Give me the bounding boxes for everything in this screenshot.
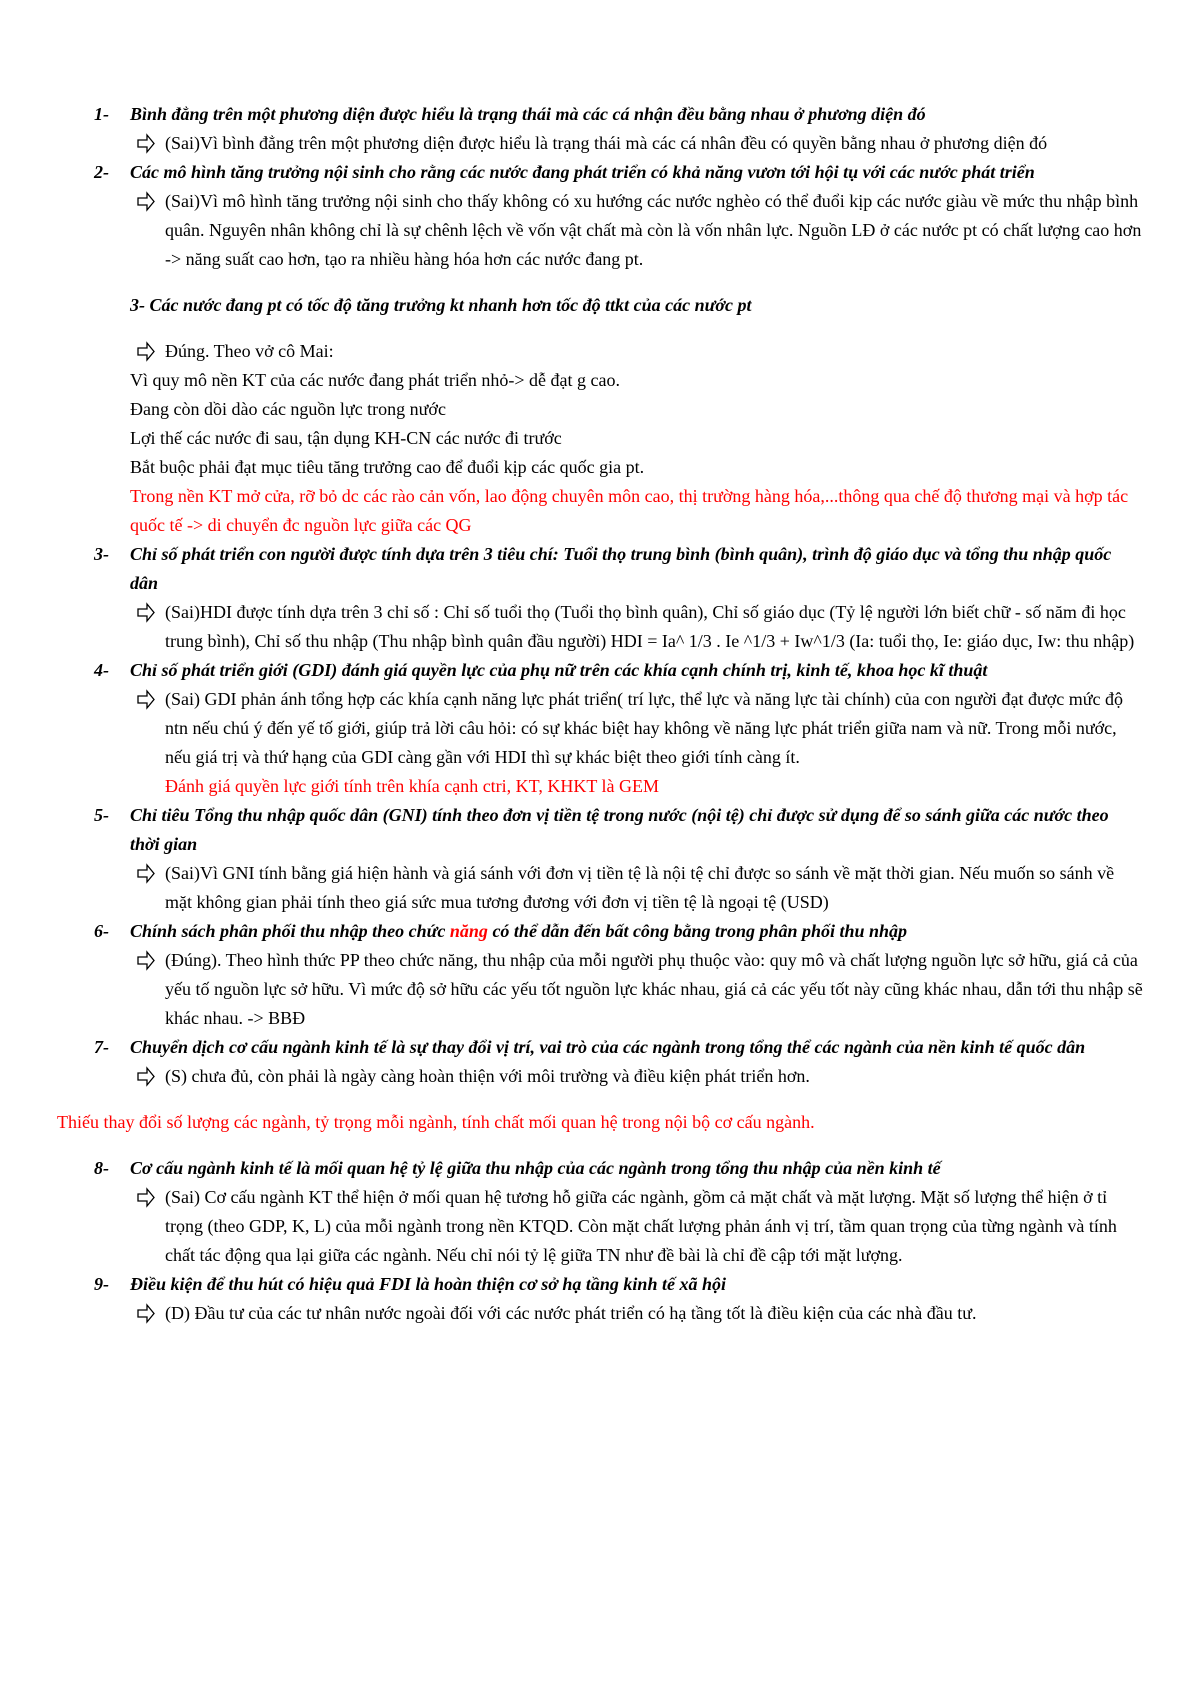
question-text: Bình đẳng trên một phương diện được hiểu là trạng thái mà các cá nhận đều bằng nhau ở phương diện đó bbox=[130, 104, 926, 124]
question-text-highlight: năng bbox=[449, 921, 488, 941]
arrow-right-icon bbox=[135, 187, 157, 216]
answer-text: (Sai)HDI được tính dựa trên 3 chỉ số : Chỉ số tuổi thọ (Tuổi thọ bình quân), Chỉ số giáo dục (Tỷ lệ người lớn biết chữ - số năm đi học trung bình), Chỉ số thu nhập (Thu nhập bình quân đầu người) HDI = Ia^ 1/3 . Ie ^1/3 + Iw^1/3 (Ia: tuổi thọ, Ie: giáo dục, Iw: thu nhập) bbox=[165, 602, 1135, 651]
spacer bbox=[0, 1137, 1200, 1154]
document-content bbox=[0, 100, 1200, 1328]
note-line: Vì quy mô nền KT của các nước đang phát triển nhỏ-> dễ đạt g cao. bbox=[130, 370, 620, 390]
spacer bbox=[0, 274, 1200, 291]
question-3b: 3- Các nước đang pt có tốc độ tăng trưởng kt nhanh hơn tốc độ ttkt của các nước pt bbox=[130, 295, 752, 315]
spacer bbox=[0, 1091, 1200, 1108]
question-text-end: có thể dẫn đến bất công bằng trong phân phối thu nhập bbox=[487, 921, 908, 941]
question-number: 5- bbox=[94, 805, 109, 825]
note-line: Lợi thế các nước đi sau, tận dụng KH-CN các nước đi trước bbox=[130, 428, 562, 448]
arrow-right-icon bbox=[135, 685, 157, 714]
question-text: Cơ cấu ngành kinh tế là mối quan hệ tỷ lệ giữa thu nhập của các ngành trong tổng thu nhập của nền kinh tế bbox=[130, 1158, 941, 1178]
question-number: 7- bbox=[94, 1037, 109, 1057]
question-text: Chỉ số phát triển con người được tính dựa trên 3 tiêu chí: Tuổi thọ trung bình (bình quân), trình độ giáo dục và tổng thu nhập quốc dân bbox=[130, 544, 1112, 593]
question-text: Điều kiện để thu hút có hiệu quả FDI là hoàn thiện cơ sở hạ tầng kinh tế xã hội bbox=[130, 1274, 726, 1294]
question-6 bbox=[94, 917, 1140, 946]
question-text: Chỉ tiêu Tổng thu nhập quốc dân (GNI) tính theo đơn vị tiền tệ trong nước (nội tệ) chỉ được sử dụng để so sánh giữa các nước theo thời gian bbox=[130, 805, 1109, 854]
question-5 bbox=[94, 801, 1140, 859]
arrow-right-icon bbox=[135, 598, 157, 627]
answer-9 bbox=[165, 1299, 1145, 1328]
question-number: 3- bbox=[94, 544, 109, 564]
answer-5 bbox=[165, 859, 1145, 917]
arrow-right-icon bbox=[135, 1062, 157, 1091]
red-note: Trong nền KT mở cửa, rỡ bỏ dc các rào cản vốn, lao động chuyên môn cao, thị trường hàng hóa,...thông qua chế độ thương mại và hợp tác quốc tế -> di chuyển đc nguồn lực giữa các QG bbox=[130, 486, 1129, 535]
question-number: 2- bbox=[94, 162, 109, 182]
answer-text: (Sai) Cơ cấu ngành KT thể hiện ở mối quan hệ tương hỗ giữa các ngành, gồm cả mặt chất và mặt lượng. Mặt số lượng thể hiện ở tỉ trọng (theo GDP, K, L) của mỗi ngành trong nền KTQD. Còn mặt chất lượng phản ánh vị trí, tầm quan trọng của từng ngành và tính chất tác động qua lại giữa các ngành. Nếu chỉ nói tỷ lệ giữa TN như đề bài là chỉ đề cập tới mặt lượng. bbox=[165, 1187, 1117, 1265]
question-text: Chỉ số phát triển giới (GDI) đánh giá quyền lực của phụ nữ trên các khía cạnh chính trị, kinh tế, khoa học kĩ thuật bbox=[130, 660, 988, 680]
arrow-right-icon bbox=[135, 1183, 157, 1212]
arrow-right-icon bbox=[135, 129, 157, 158]
answer-text: (S) chưa đủ, còn phải là ngày càng hoàn thiện với môi trường và điều kiện phát triển hơn. bbox=[165, 1066, 810, 1086]
question-7 bbox=[94, 1033, 1140, 1062]
question-3 bbox=[94, 540, 1140, 598]
question-1 bbox=[94, 100, 1140, 129]
question-number: 4- bbox=[94, 660, 109, 680]
question-9 bbox=[94, 1270, 1140, 1299]
question-text: Các mô hình tăng trưởng nội sinh cho rằng các nước đang phát triển có khả năng vươn tới hội tụ với các nước phát triển bbox=[130, 162, 1035, 182]
arrow-right-icon bbox=[135, 859, 157, 888]
question-8 bbox=[94, 1154, 1140, 1183]
question-number: 1- bbox=[94, 104, 109, 124]
answer-text: (Sai) GDI phản ánh tổng hợp các khía cạnh năng lực phát triển( trí lực, thể lực và năng lực tài chính) của con người đạt được mức độ ntn nếu chú ý đến yế tố giới, giúp trả lời câu hỏi: có sự khác biệt hay không về năng lực phát triển giữa nam và nữ. Trong mỗi nước, nếu giá trị và thứ hạng của GDI càng gần với HDI thì sự khác biệt theo giới tính càng ít. bbox=[165, 689, 1124, 767]
question-number: 8- bbox=[94, 1158, 109, 1178]
answer-text: (D) Đầu tư của các tư nhân nước ngoài đối với các nước phát triển có hạ tầng tốt là điều kiện của các nhà đầu tư. bbox=[165, 1303, 977, 1323]
answer-6 bbox=[165, 946, 1145, 1033]
question-number: 9- bbox=[94, 1274, 109, 1294]
question-4 bbox=[94, 656, 1140, 685]
question-text: Chuyển dịch cơ cấu ngành kinh tế là sự thay đổi vị trí, vai trò của các ngành trong tổng thể các ngành của nền kinh tế quốc dân bbox=[130, 1037, 1086, 1057]
answer-8 bbox=[165, 1183, 1145, 1270]
answer-1 bbox=[165, 129, 1145, 158]
note-line: Bắt buộc phải đạt mục tiêu tăng trưởng cao để đuổi kịp các quốc gia pt. bbox=[130, 457, 645, 477]
answer-2 bbox=[165, 187, 1145, 274]
question-2 bbox=[94, 158, 1140, 187]
answer-4 bbox=[165, 685, 1145, 772]
answer-text: Đúng. Theo vở cô Mai: bbox=[165, 341, 334, 361]
answer-7 bbox=[165, 1062, 1145, 1091]
answer-text: (Sai)Vì mô hình tăng trưởng nội sinh cho thấy không có xu hướng các nước nghèo có thể đuổi kịp các nước giàu về mức thu nhập bình quân. Nguyên nhân không chỉ là sự chênh lệch về vốn vật chất mà còn là vốn nhân lực. Nguồn LĐ ở các nước pt có chất lượng cao hơn -> năng suất cao hơn, tạo ra nhiều hàng hóa hơn các nước đang pt. bbox=[165, 191, 1142, 269]
question-text-start: Chính sách phân phối thu nhập theo chức bbox=[130, 921, 450, 941]
spacer bbox=[0, 320, 1200, 337]
arrow-right-icon bbox=[135, 1299, 157, 1328]
arrow-right-icon bbox=[135, 946, 157, 975]
answer-3b bbox=[165, 337, 1145, 366]
red-note: Thiếu thay đổi số lượng các ngành, tỷ trọng mỗi ngành, tính chất mối quan hệ trong nội bộ cơ cấu ngành. bbox=[57, 1112, 815, 1132]
answer-text: (Sai)Vì GNI tính bằng giá hiện hành và giá sánh với đơn vị tiền tệ là nội tệ chỉ được so sánh về mặt thời gian. Nếu muốn so sánh về mặt không gian phải tính theo giá sức mua tương đương với đơn vị tiền tệ là ngoại tệ (USD) bbox=[165, 863, 1115, 912]
question-number: 6- bbox=[94, 921, 109, 941]
answer-text: (Đúng). Theo hình thức PP theo chức năng, thu nhập của mỗi người phụ thuộc vào: quy mô và chất lượng nguồn lực sở hữu, giá cả của yếu tố nguồn lực sở hữu. Vì mức độ sở hữu các yếu tốt nguồn lực khác nhau, giá cả các yếu tốt này cũng khác nhau, dẫn tới thu nhập sẽ khác nhau. -> BBĐ bbox=[165, 950, 1143, 1028]
arrow-right-icon bbox=[135, 337, 157, 366]
red-note: Đánh giá quyền lực giới tính trên khía cạnh ctri, KT, KHKT là GEM bbox=[165, 776, 659, 796]
note-line: Đang còn dồi dào các nguồn lực trong nước bbox=[130, 399, 446, 419]
answer-3 bbox=[165, 598, 1145, 656]
answer-text: (Sai)Vì bình đẳng trên một phương diện được hiểu là trạng thái mà các cá nhân đều có quyền bằng nhau ở phương diện đó bbox=[165, 133, 1048, 153]
